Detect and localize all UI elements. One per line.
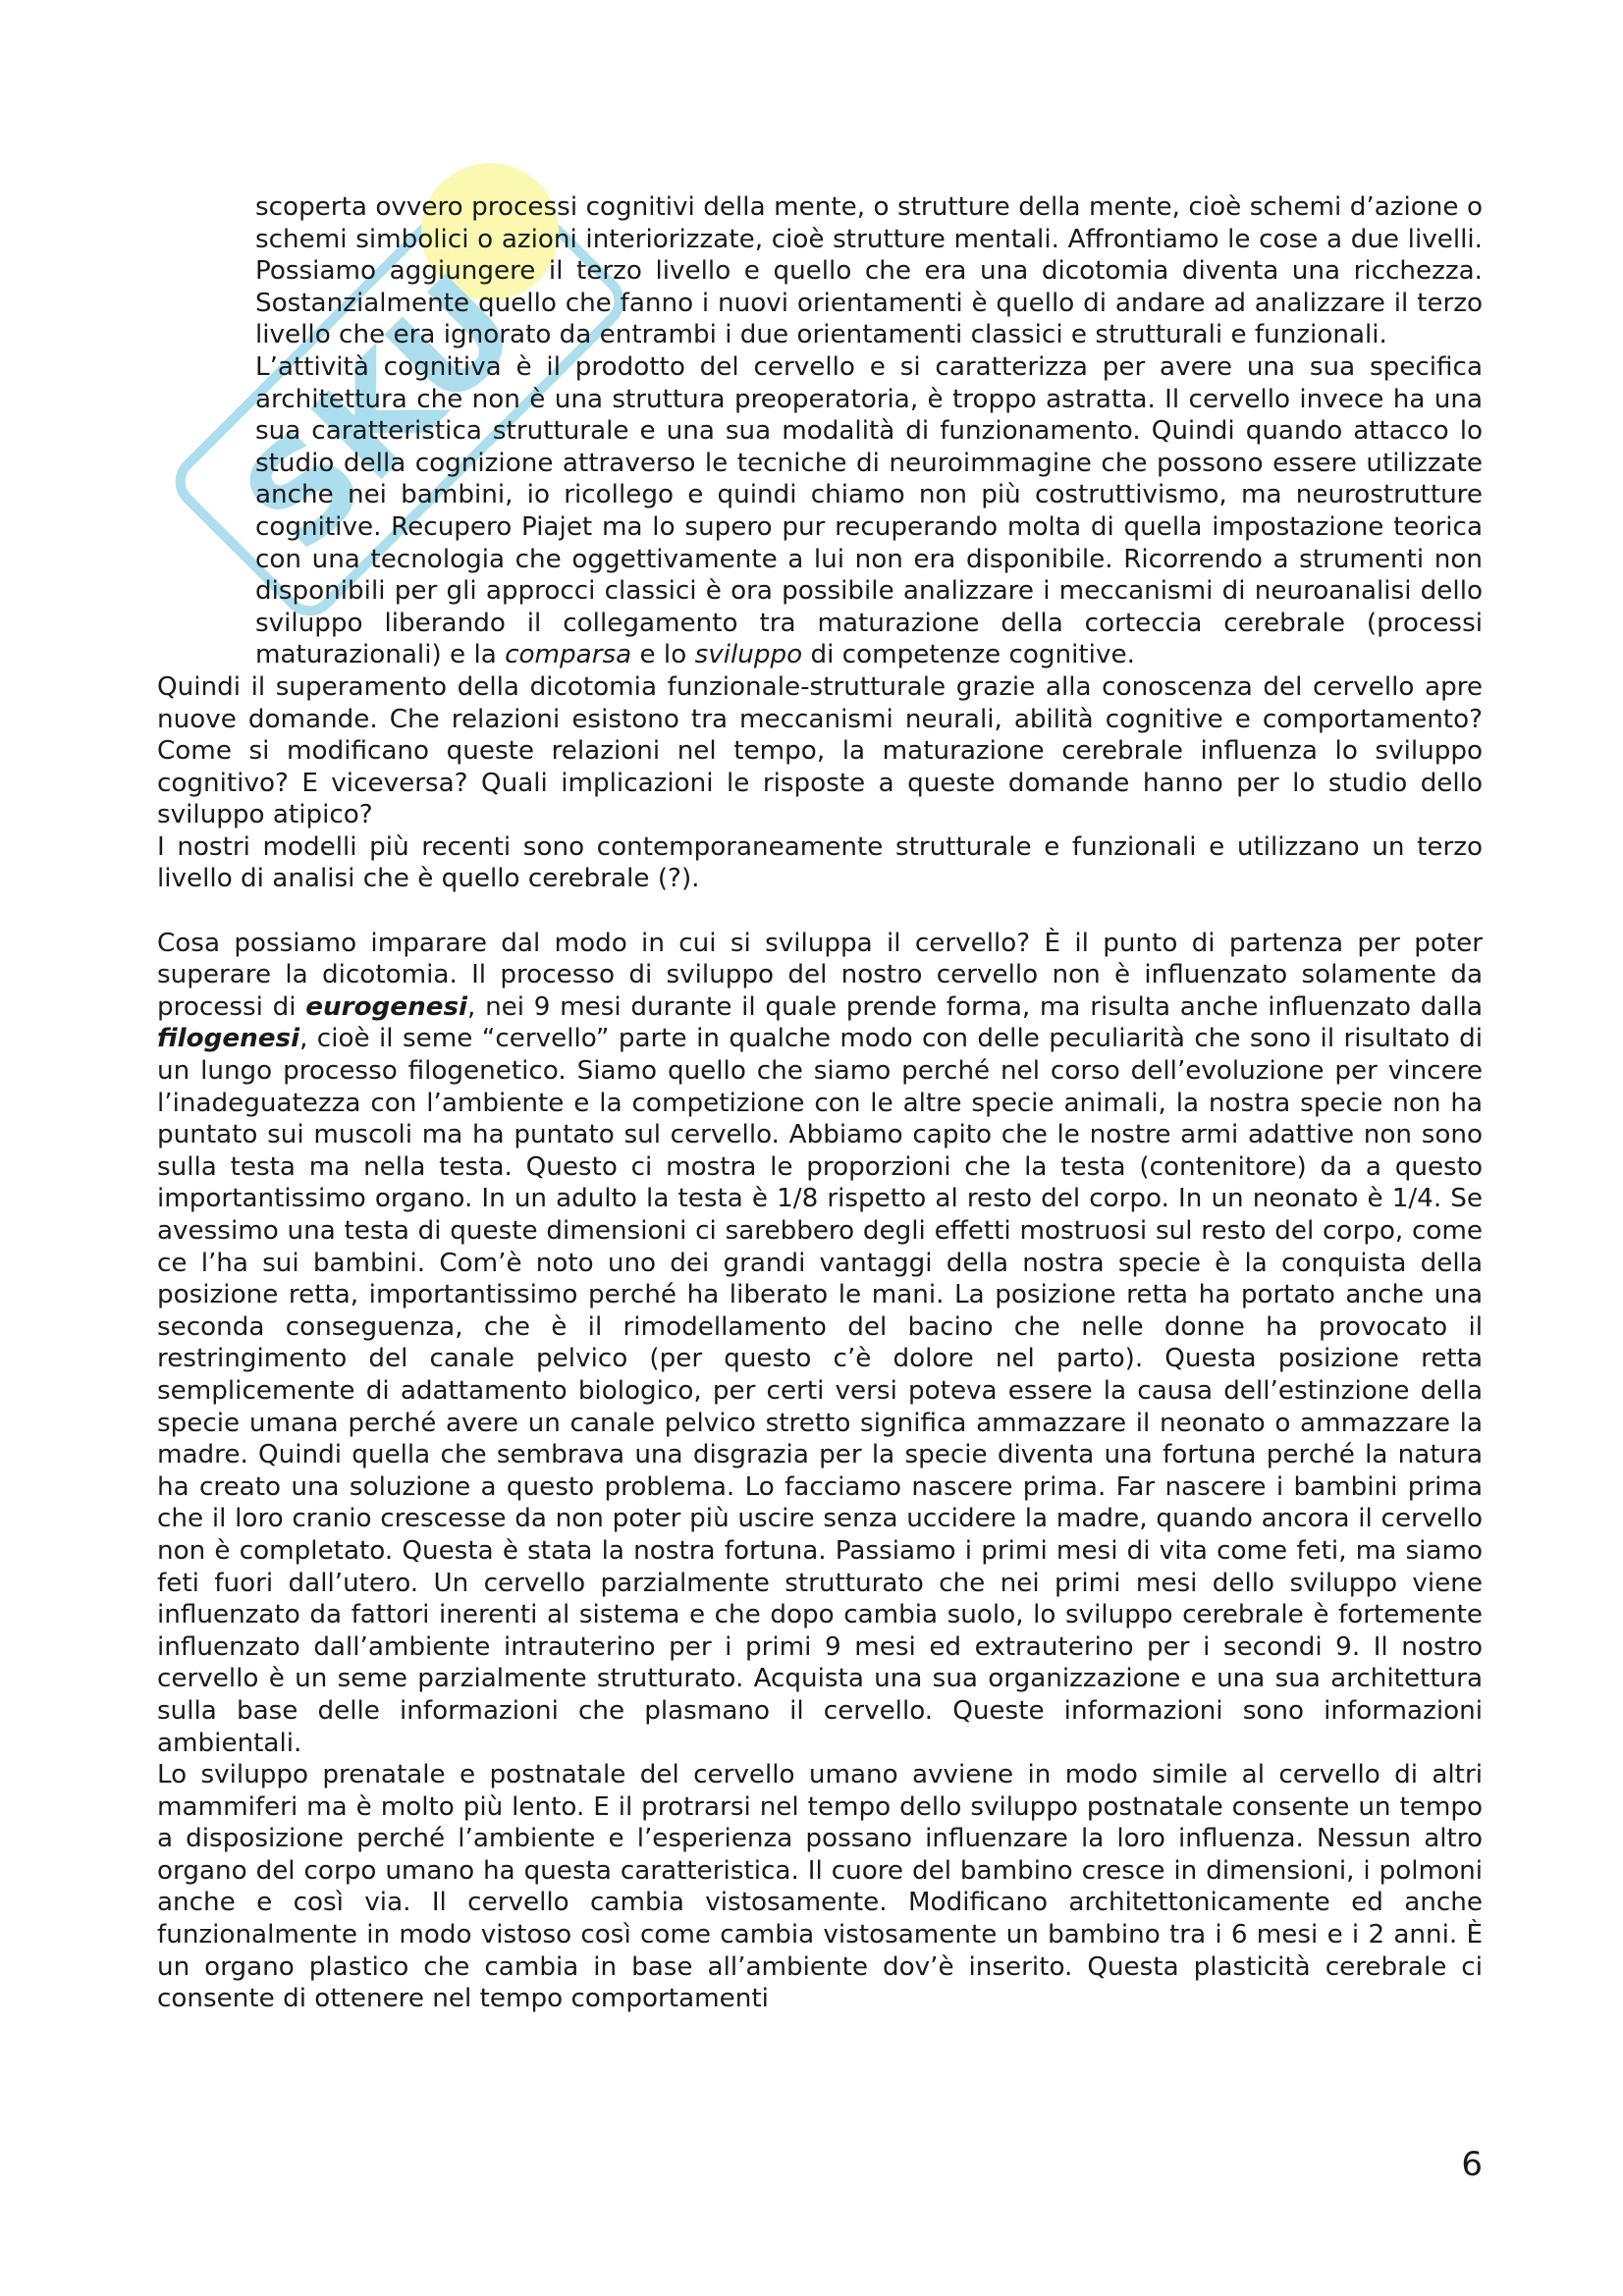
paragraph-intro: scoperta ovvero processi cognitivi della mente, o strutture della mente, cioè schemi d’azione o schemi simbolici o azioni interiorizzate, cioè strutture mentali. Affrontiamo le cose a due livelli. Possiamo aggiungere il terzo livello e quello che era una dicotomia diventa una ricchezza. Sostanzialmente quello che fanno i nuovi orientamenti è quello di andare ad analizzare il terzo livello che era ignorato da entrambi i due orientamenti classici e strutturali e funzionali. [255, 192, 1483, 350]
paragraph-cognitive-activity: L’attività cognitiva è il prodotto del cervello e si caratterizza per avere una sua specifica architettura che non è una struttura preoperatoria, è troppo astratta. Il cervello invece ha una sua caratteristica strutturale e una sua modalità di funzionamento. Quindi quando attacco lo studio della cognizione attraverso le tecniche di neuroimmagine che possono essere utilizzate anche nei bambini, io ricollego e quindi chiamo non più costruttivismo, ma neurostrutture cognitive. Recupero Piajet ma lo supero pur recuperando molta di quella impostazione teorica con una tecnologia che oggettivamente a lui non era disponibile. Ricorrendo a strumenti non disponibili per gli approcci classici è ora possibile analizzare i meccanismi di neuroanalisi dello sviluppo liberando il collegamento tra maturazione della corteccia cerebrale (processi maturazionali) e la comparsa e lo sviluppo di competenze cognitive. [255, 351, 1483, 670]
paragraph-dichotomy: Quindi il superamento della dicotomia funzionale-strutturale grazie alla conoscenza del cervello apre nuove domande. Che relazioni esistono tra meccanismi neurali, abilità cognitive e comportamento? Come si modificano queste relazioni nel tempo, la maturazione cerebrale influenza lo sviluppo cognitivo? E viceversa? Quali implicazioni le risposte a queste domande hanno per lo studio dello sviluppo atipico? [157, 671, 1483, 830]
paragraph-brain-development: Cosa possiamo imparare dal modo in cui si sviluppa il cervello? È il punto di partenza per poter superare la dicotomia. Il processo di sviluppo del nostro cervello non è influenzato solamente da processi di eurogenesi, nei 9 mesi durante il quale prende forma, ma risulta anche influenzato dalla filogenesi, cioè il seme “cervello” parte in qualche modo con delle peculiarità che sono il risultato di un lungo processo filogenetico. Siamo quello che siamo perché nel corso dell’evoluzione per vincere l’inadeguatezza con l’ambiente e la competizione con le altre specie animali, la nostra specie non ha puntato sui muscoli ma ha puntato sul cervello. Abbiamo capito che le nostre armi adattive non sono sulla testa ma nella testa. Questo ci mostra le proporzioni che la testa (contenitore) da a questo importantissimo organo. In un adulto la testa è 1/8 rispetto al resto del corpo. In un neonato è 1/4. Se avessimo una testa di queste dimensioni ci sarebbero degli effetti mostruosi sul resto del corpo, come ce l’ha sui bambini. Com’è noto uno dei grandi vantaggi della nostra specie è la conquista della posizione retta, importantissimo perché ha liberato le mani. La posizione retta ha portato anche una seconda conseguenza, che è il rimodellamento del bacino che nelle donne ha provocato il restringimento del canale pelvico (per questo c’è dolore nel parto). Questa posizione retta semplicemente di adattamento biologico, per certi versi poteva essere la causa dell’estinzione della specie umana perché avere un canale pelvico stretto significa ammazzare il neonato o ammazzare la madre. Quindi quella che sembrava una disgrazia per la specie diventa una fortuna perché la natura ha creato una soluzione a questo problema. Lo facciamo nascere prima. Far nascere i bambini prima che il loro cranio crescesse da non poter più uscire senza uccidere la madre, quando ancora il cervello non è completato. Questa è stata la nostra fortuna. Passiamo i primi mesi di vita come feti, ma siamo feti fuori dall’utero. Un cervello parzialmente strutturato che nei primi mesi dello sviluppo viene influenzato da fattori inerenti al sistema e che dopo cambia suolo, lo sviluppo cerebrale è fortemente influenzato dall’ambiente intrauterino per i primi 9 mesi ed extrauterino per i secondi 9. Il nostro cervello è un seme parzialmente strutturato. Acquista una sua organizzazione e una sua architettura sulla base delle informazioni che plasmano il cervello. Queste informazioni sono informazioni ambientali. [157, 928, 1483, 1758]
watermark-text: SKU [212, 245, 549, 582]
paragraph-prenatal-postnatal: Lo sviluppo prenatale e postnatale del cervello umano avviene in modo simile al cervello di altri mammiferi ma è molto più lento. E il protrarsi nel tempo dello sviluppo postnatale consente un tempo a disposizione perché l’ambiente e l’esperienza possano influenzare la loro influenza. Nessun altro organo del corpo umano ha questa caratteristica. Il cuore del bambino cresce in dimensioni, i polmoni anche e così via. Il cervello cambia vistosamente. Modificano architettonicamente ed anche funzionalmente in modo vistoso così come cambia vistosamente un bambino tra i 6 mesi e i 2 anni. È un organo plastico che cambia in base all’ambiente dov’è inserito. Questa plasticità cerebrale ci consente di ottenere nel tempo comportamenti [157, 1760, 1483, 2014]
spacer [157, 895, 1483, 928]
document-body [157, 191, 1483, 2015]
paragraph-models: I nostri modelli più recenti sono contemporaneamente strutturale e funzionali e utilizzano un terzo livello di analisi che è quello cerebrale (?). [157, 831, 1483, 894]
page-number: 6 [1461, 2145, 1483, 2184]
